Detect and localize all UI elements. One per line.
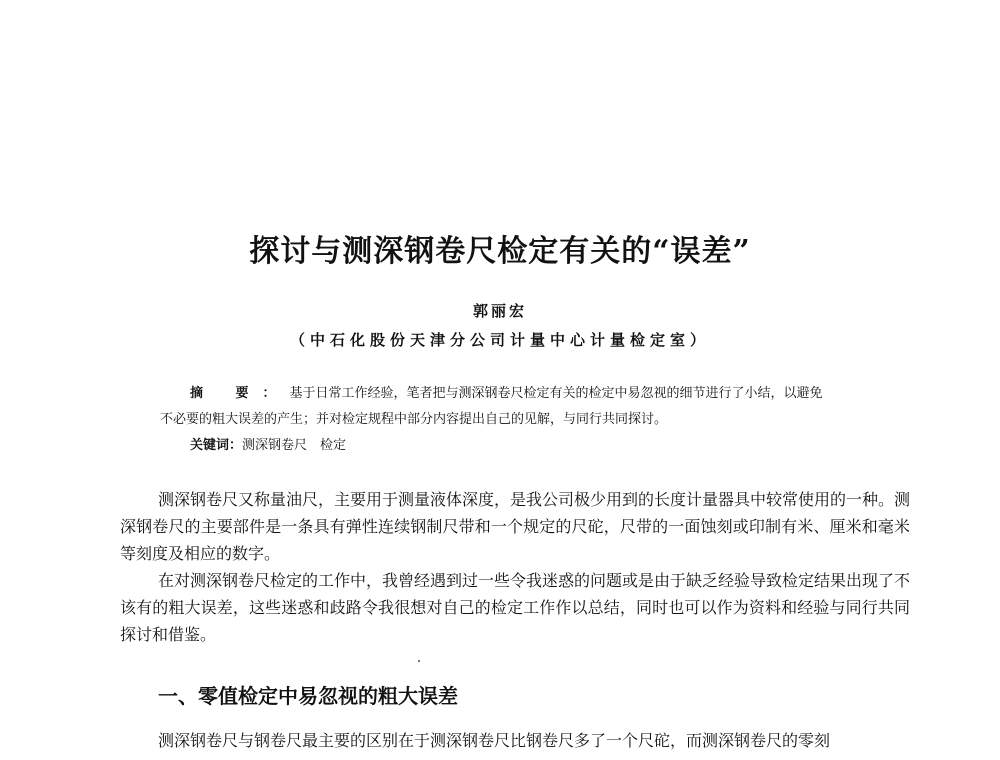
section-1-paragraph: 测深钢卷尺与钢卷尺最主要的区别在于测深钢卷尺比钢卷尺多了一个尺砣，而测深钢卷尺的零刻 bbox=[158, 731, 831, 750]
author-name: 郭丽宏 bbox=[472, 302, 527, 320]
body-text bbox=[120, 486, 910, 648]
keywords-line bbox=[190, 433, 880, 459]
abstract-text-1: 基于日常工作经验，笔者把与测深钢卷尺检定有关的检定中易忽视的细节进行了小结，以避免 bbox=[289, 386, 823, 401]
intro-paragraph-1: 测深钢卷尺又称量油尺，主要用于测量液体深度，是我公司极少用到的长度计量器具中较常使用的一种。测深钢卷尺的主要部件是一条具有弹性连续钢制尺带和一个规定的尺砣，尺带的一面蚀刻或印制有米、厘米和毫米等刻度及相应的数字。 bbox=[120, 490, 911, 563]
intro-paragraph-2: 在对测深钢卷尺检定的工作中，我曾经遇到过一些令我迷惑的问题或是由于缺乏经验导致检定结果出现了不该有的粗大误差，这些迷惑和歧路令我很想对自己的检定工作作以总结，同时也可以作为资料和经验与同行共同探讨和借鉴。 bbox=[120, 571, 911, 644]
author-affiliation: （中石化股份天津分公司计量中心计量检定室） bbox=[289, 331, 710, 349]
abstract-text-2: 不必要的粗大误差的产生；并对检定规程中部分内容提出自己的见解，与同行共同探讨。 bbox=[160, 412, 668, 427]
paper-title: 探讨与测深钢卷尺检定有关的“误差” bbox=[249, 234, 751, 269]
scan-artifact-dot bbox=[418, 660, 420, 662]
section-heading-1: 一、零值检定中易忽视的粗大误差 bbox=[158, 684, 458, 708]
abstract-line-2 bbox=[160, 407, 880, 433]
abstract-line-1 bbox=[190, 381, 880, 407]
keywords-label: 关键词： bbox=[190, 438, 243, 453]
keywords-text: 测深钢卷尺 检定 bbox=[242, 438, 347, 453]
abstract-block bbox=[160, 381, 880, 459]
abstract-label: 摘 要： bbox=[190, 386, 290, 401]
